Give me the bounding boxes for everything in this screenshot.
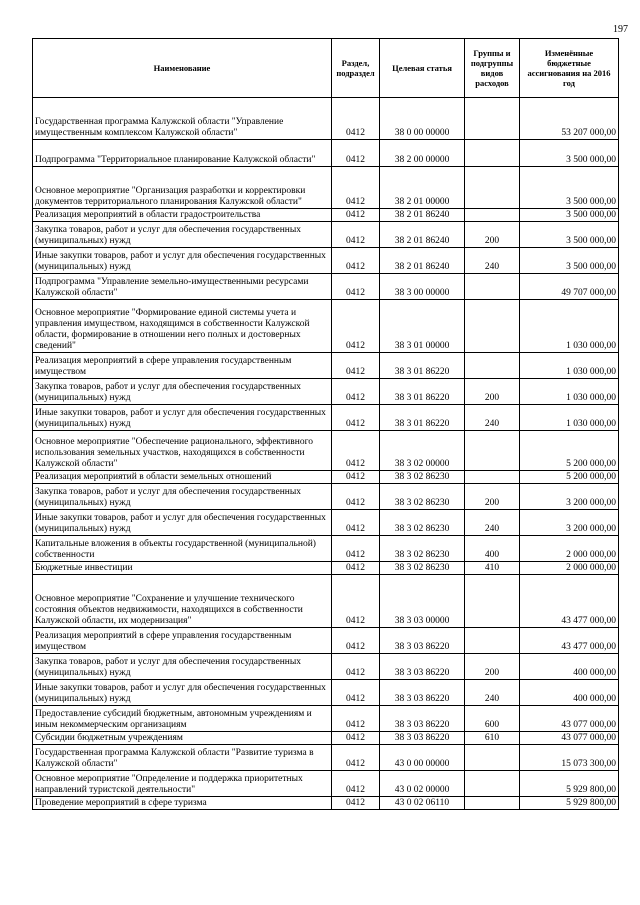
row-target: 43 0 02 06110 (380, 797, 465, 810)
row-section: 0412 (332, 484, 380, 510)
row-amount: 5 929 800,00 (520, 771, 619, 797)
row-section: 0412 (332, 431, 380, 471)
row-name: Подпрограмма "Территориальное планирование Калужской области" (33, 140, 332, 167)
table-row (33, 471, 619, 484)
row-name: Государственная программа Калужской области "Управление имущественным комплексом Калужской области" (33, 98, 332, 140)
row-group: 610 (465, 732, 520, 745)
row-name: Подпрограмма "Управление земельно-имущественными ресурсами Калужской области" (33, 274, 332, 300)
row-target: 38 3 02 86230 (380, 562, 465, 575)
row-target: 38 3 02 86230 (380, 536, 465, 562)
row-amount: 400 000,00 (520, 654, 619, 680)
row-amount: 1 030 000,00 (520, 353, 619, 379)
row-group (465, 167, 520, 209)
row-group (465, 140, 520, 167)
table-row (33, 222, 619, 248)
table-row (33, 167, 619, 209)
row-target: 38 3 01 86220 (380, 405, 465, 431)
table-row (33, 797, 619, 810)
row-name: Закупка товаров, работ и услуг для обеспечения государственных (муниципальных) нужд (33, 484, 332, 510)
row-group (465, 628, 520, 654)
row-section: 0412 (332, 471, 380, 484)
row-section: 0412 (332, 562, 380, 575)
row-target: 38 3 00 00000 (380, 274, 465, 300)
row-group: 200 (465, 379, 520, 405)
row-target: 38 3 03 86220 (380, 680, 465, 706)
table-row (33, 98, 619, 140)
row-section: 0412 (332, 274, 380, 300)
table-row (33, 680, 619, 706)
row-target: 38 2 01 86240 (380, 248, 465, 274)
row-group: 200 (465, 654, 520, 680)
row-name: Иные закупки товаров, работ и услуг для обеспечения государственных (муниципальных) нужд (33, 248, 332, 274)
row-amount: 43 477 000,00 (520, 628, 619, 654)
row-target: 43 0 00 00000 (380, 745, 465, 771)
table-row (33, 771, 619, 797)
row-amount: 3 500 000,00 (520, 248, 619, 274)
row-target: 38 3 03 86220 (380, 628, 465, 654)
row-group (465, 274, 520, 300)
row-section: 0412 (332, 628, 380, 654)
row-name: Основное мероприятие "Обеспечение рационального, эффективного использования земельных участков, находящихся в собственности Калужской области" (33, 431, 332, 471)
row-target: 38 3 02 86230 (380, 484, 465, 510)
row-amount: 49 707 000,00 (520, 274, 619, 300)
row-group (465, 771, 520, 797)
table-row (33, 431, 619, 471)
row-target: 38 3 02 00000 (380, 431, 465, 471)
row-name: Реализация мероприятий в области градостроительства (33, 209, 332, 222)
row-section: 0412 (332, 732, 380, 745)
header-groups: Группы и подгруппы видов расходов (465, 39, 520, 98)
table-row (33, 732, 619, 745)
row-target: 38 3 02 86230 (380, 510, 465, 536)
table-row (33, 379, 619, 405)
row-name: Закупка товаров, работ и услуг для обеспечения государственных (муниципальных) нужд (33, 222, 332, 248)
row-name: Реализация мероприятий в сфере управления государственным имуществом (33, 353, 332, 379)
row-group: 410 (465, 562, 520, 575)
table-row (33, 248, 619, 274)
budget-table (32, 38, 619, 810)
row-group (465, 300, 520, 353)
header-section: Раздел, подраздел (332, 39, 380, 98)
row-section: 0412 (332, 680, 380, 706)
row-section: 0412 (332, 379, 380, 405)
header-name: Наименование (33, 39, 332, 98)
row-name: Капитальные вложения в объекты государственной (муниципальной) собственности (33, 536, 332, 562)
row-group: 200 (465, 484, 520, 510)
row-amount: 5 200 000,00 (520, 431, 619, 471)
row-group: 600 (465, 706, 520, 732)
row-target: 38 3 03 86220 (380, 654, 465, 680)
row-name: Иные закупки товаров, работ и услуг для обеспечения государственных (муниципальных) нужд (33, 680, 332, 706)
row-target: 38 2 01 86240 (380, 222, 465, 248)
row-name: Основное мероприятие "Формирование единой системы учета и управления имуществом, находящимся в собственности Калужской области, формирование в отношении него полных и достоверных сведений" (33, 300, 332, 353)
row-group (465, 745, 520, 771)
row-amount: 53 207 000,00 (520, 98, 619, 140)
row-group: 200 (465, 222, 520, 248)
row-amount: 400 000,00 (520, 680, 619, 706)
row-section: 0412 (332, 654, 380, 680)
row-name: Иные закупки товаров, работ и услуг для обеспечения государственных (муниципальных) нужд (33, 405, 332, 431)
row-target: 38 3 03 86220 (380, 706, 465, 732)
table-row (33, 484, 619, 510)
row-amount: 3 500 000,00 (520, 167, 619, 209)
row-amount: 43 077 000,00 (520, 732, 619, 745)
row-amount: 3 500 000,00 (520, 222, 619, 248)
row-section: 0412 (332, 248, 380, 274)
row-amount: 2 000 000,00 (520, 562, 619, 575)
table-row (33, 536, 619, 562)
row-name: Реализация мероприятий в сфере управления государственным имуществом (33, 628, 332, 654)
table-row (33, 628, 619, 654)
table-row (33, 510, 619, 536)
row-amount: 3 200 000,00 (520, 484, 619, 510)
row-name: Закупка товаров, работ и услуг для обеспечения государственных (муниципальных) нужд (33, 379, 332, 405)
row-amount: 1 030 000,00 (520, 300, 619, 353)
row-amount: 5 200 000,00 (520, 471, 619, 484)
row-name: Закупка товаров, работ и услуг для обеспечения государственных (муниципальных) нужд (33, 654, 332, 680)
row-section: 0412 (332, 575, 380, 628)
row-group (465, 471, 520, 484)
row-section: 0412 (332, 706, 380, 732)
table-row (33, 562, 619, 575)
row-amount: 2 000 000,00 (520, 536, 619, 562)
row-section: 0412 (332, 209, 380, 222)
row-section: 0412 (332, 222, 380, 248)
table-row (33, 654, 619, 680)
row-target: 43 0 02 00000 (380, 771, 465, 797)
row-group (465, 98, 520, 140)
row-name: Реализация мероприятий в области земельных отношений (33, 471, 332, 484)
row-name: Основное мероприятие "Организация разработки и корректировки документов территориального планирования Калужской области" (33, 167, 332, 209)
row-section: 0412 (332, 797, 380, 810)
table-row (33, 706, 619, 732)
table-row (33, 274, 619, 300)
row-amount: 15 073 300,00 (520, 745, 619, 771)
row-target: 38 3 03 86220 (380, 732, 465, 745)
row-section: 0412 (332, 300, 380, 353)
row-group (465, 575, 520, 628)
row-group (465, 353, 520, 379)
table-row (33, 353, 619, 379)
row-section: 0412 (332, 140, 380, 167)
row-name: Субсидии бюджетным учреждениям (33, 732, 332, 745)
row-name: Предоставление субсидий бюджетным, автономным учреждениям и иным некоммерческим организациям (33, 706, 332, 732)
row-section: 0412 (332, 510, 380, 536)
row-amount: 3 500 000,00 (520, 140, 619, 167)
row-target: 38 0 00 00000 (380, 98, 465, 140)
row-section: 0412 (332, 353, 380, 379)
row-section: 0412 (332, 98, 380, 140)
row-target: 38 2 01 00000 (380, 167, 465, 209)
table-row (33, 140, 619, 167)
row-amount: 5 929 800,00 (520, 797, 619, 810)
row-name: Государственная программа Калужской области "Развитие туризма в Калужской области" (33, 745, 332, 771)
row-group: 240 (465, 248, 520, 274)
row-section: 0412 (332, 405, 380, 431)
row-target: 38 3 01 86220 (380, 353, 465, 379)
row-section: 0412 (332, 771, 380, 797)
row-group: 400 (465, 536, 520, 562)
table-row (33, 209, 619, 222)
row-amount: 3 200 000,00 (520, 510, 619, 536)
row-target: 38 3 01 86220 (380, 379, 465, 405)
row-name: Иные закупки товаров, работ и услуг для обеспечения государственных (муниципальных) нужд (33, 510, 332, 536)
row-target: 38 2 00 00000 (380, 140, 465, 167)
row-group: 240 (465, 680, 520, 706)
row-target: 38 3 02 86230 (380, 471, 465, 484)
row-name: Проведение мероприятий в сфере туризма (33, 797, 332, 810)
row-group: 240 (465, 405, 520, 431)
page-number: 197 (613, 24, 628, 35)
row-amount: 3 500 000,00 (520, 209, 619, 222)
row-group (465, 797, 520, 810)
table-row (33, 300, 619, 353)
row-amount: 1 030 000,00 (520, 379, 619, 405)
row-target: 38 3 01 00000 (380, 300, 465, 353)
row-target: 38 2 01 86240 (380, 209, 465, 222)
row-section: 0412 (332, 536, 380, 562)
row-amount: 1 030 000,00 (520, 405, 619, 431)
row-name: Основное мероприятие "Сохранение и улучшение технического состояния объектов недвижимости, находящихся в собственности Калужской области, их модернизация" (33, 575, 332, 628)
table-row (33, 405, 619, 431)
table-row (33, 745, 619, 771)
row-name: Основное мероприятие "Определение и поддержка приоритетных направлений туристской деятельности" (33, 771, 332, 797)
row-section: 0412 (332, 167, 380, 209)
header-target: Целевая статья (380, 39, 465, 98)
header-amount: Изменённые бюджетные ассигнования на 2016 год (520, 39, 619, 98)
row-amount: 43 077 000,00 (520, 706, 619, 732)
row-section: 0412 (332, 745, 380, 771)
row-name: Бюджетные инвестиции (33, 562, 332, 575)
row-group (465, 431, 520, 471)
row-target: 38 3 03 00000 (380, 575, 465, 628)
table-header-row (33, 39, 619, 98)
row-group (465, 209, 520, 222)
row-group: 240 (465, 510, 520, 536)
row-amount: 43 477 000,00 (520, 575, 619, 628)
table-row (33, 575, 619, 628)
